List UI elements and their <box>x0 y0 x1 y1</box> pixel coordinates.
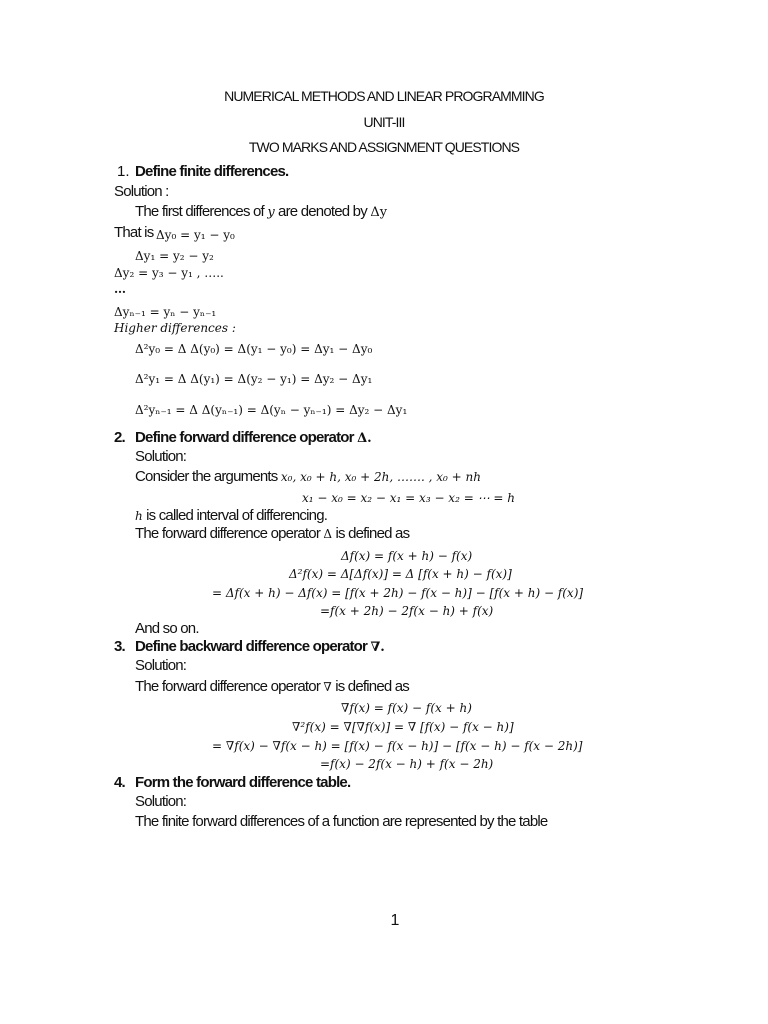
q1-eq-0: Δy₀ = y₁ − y₀ <box>156 228 235 242</box>
q2-def-tail: is defined as <box>335 525 410 542</box>
q2-andso: And so on. <box>135 620 199 637</box>
q3-title-line <box>135 638 385 655</box>
q1-higher-0: Δ²y₀ = Δ Δ(y₀) = Δ(y₁ − y₀) = Δy₁ − Δy₀ <box>135 342 373 356</box>
q1-var-y: y <box>267 205 275 220</box>
q3-def-tail: is defined as <box>335 678 410 695</box>
q1-first-diff-text: The first differences of <box>135 203 264 220</box>
q3-eq-2: ∇²f(x) = ∇[∇f(x)] = ∇ [f(x) − f(x − h)] <box>292 720 514 734</box>
q1-thatis-label: That is <box>114 224 154 241</box>
q1-higher-2: Δ²yₙ₋₁ = Δ Δ(yₙ₋₁) = Δ(yₙ − yₙ₋₁) = Δy₂ − Δy₁ <box>135 403 408 417</box>
course-title: NUMERICAL METHODS AND LINEAR PROGRAMMING <box>224 88 544 104</box>
q3-def-symbol: ∇ <box>323 680 332 694</box>
q2-def-text: The forward difference operator <box>135 525 321 542</box>
page-number: 1 <box>390 912 400 929</box>
q2-interval-text: is called interval of differencing. <box>146 507 328 524</box>
q3-title: Define backward difference operator <box>135 638 368 655</box>
section-subtitle: TWO MARKS AND ASSIGNMENT QUESTIONS <box>248 139 520 155</box>
q2-solution-label: Solution: <box>135 448 187 465</box>
q4-text: The finite forward differences of a function are represented by the table <box>135 813 548 830</box>
q3-eq-1: ∇f(x) = f(x) − f(x + h) <box>341 701 472 715</box>
q3-solution-label: Solution: <box>135 657 187 674</box>
q3-title-symbol: ∇. <box>370 640 385 655</box>
q3-eq-3: = ∇f(x) − ∇f(x − h) = [f(x) − f(x − h)] − [f(x − h) − f(x − 2h)] <box>212 739 583 753</box>
q3-number: 3. <box>114 638 125 655</box>
q3-def-text: The forward difference operator <box>135 678 321 695</box>
q2-eq-1: Δf(x) = f(x + h) − f(x) <box>341 549 473 563</box>
q3-definition-line <box>135 678 409 695</box>
q2-eq-2: Δ²f(x) = Δ[Δf(x)] = Δ [f(x + h) − f(x)] <box>289 567 512 581</box>
q2-def-symbol: Δ <box>323 527 333 541</box>
q1-eq-2: Δy₂ = y₃ − y₁ , ….. <box>114 266 224 280</box>
q2-interval-eq: x₁ − x₀ = x₂ − x₁ = x₃ − x₂ = ⋯ = h <box>302 491 515 505</box>
q2-definition-line <box>135 525 409 542</box>
q1-eq-1: Δy₁ = y₂ − y₂ <box>135 249 214 263</box>
q1-denoted-text: are denoted by <box>278 203 367 220</box>
q1-eq-3: Δyₙ₋₁ = yₙ − yₙ₋₁ <box>114 305 217 319</box>
q1-first-diff-line <box>135 203 387 220</box>
q2-eq-3: = Δf(x + h) − Δf(x) = [f(x + 2h) − f(x − h)] − [f(x + h) − f(x)] <box>212 586 584 600</box>
q2-arguments: x₀, x₀ + h, x₀ + 2h, ……. , x₀ + nh <box>280 470 481 484</box>
q1-dots: … <box>114 282 126 296</box>
q2-h-var: h <box>135 509 143 523</box>
q2-eq-4: =f(x + 2h) − 2f(x − h) + f(x) <box>320 604 494 618</box>
q2-title: Define forward difference operator <box>135 429 354 446</box>
q2-title-line <box>135 429 372 446</box>
q4-title: Form the forward difference table. <box>135 774 351 791</box>
q1-higher-1: Δ²y₁ = Δ Δ(y₁) = Δ(y₂ − y₁) = Δy₂ − Δy₁ <box>135 372 373 386</box>
q2-title-symbol: Δ. <box>357 431 372 446</box>
q2-number: 2. <box>114 429 125 446</box>
q1-number: 1. <box>117 163 130 180</box>
q1-solution-label: Solution : <box>114 183 169 200</box>
q1-heading-text: Define finite differences. <box>135 163 289 180</box>
q2-interval-line <box>135 507 327 524</box>
q1-delta-y: Δy <box>370 205 388 220</box>
q3-eq-4: =f(x) − 2f(x − h) + f(x − 2h) <box>320 757 494 771</box>
unit-title: UNIT-III <box>363 114 405 130</box>
q2-consider-line <box>135 468 481 485</box>
q1-higher-label: Higher differences : <box>114 321 236 335</box>
q4-solution-label: Solution: <box>135 793 187 810</box>
q2-consider-text: Consider the arguments <box>135 468 278 485</box>
q4-number: 4. <box>114 774 125 791</box>
